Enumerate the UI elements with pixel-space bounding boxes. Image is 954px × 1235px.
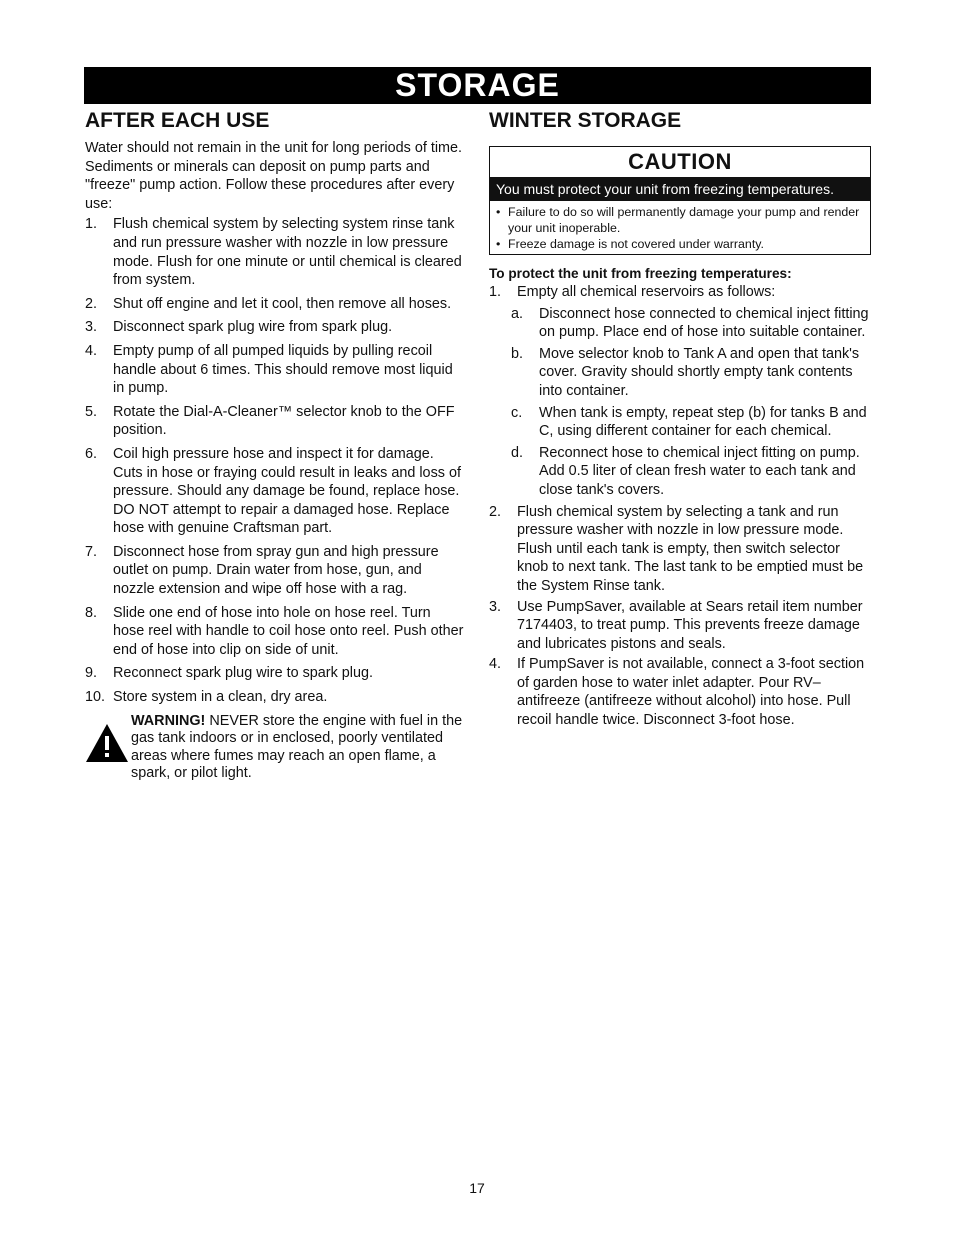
list-item: [85, 688, 465, 707]
sub-step-letter: b.: [511, 345, 524, 362]
step-number: 10.: [85, 689, 106, 706]
page-number: 17: [469, 1180, 485, 1196]
sub-step-text: Move selector knob to Tank A and open that tank's cover. Gravity should shortly empty tank contents into container.: [539, 345, 860, 399]
sub-list-item: [489, 444, 873, 500]
step-text: Reconnect spark plug wire to spark plug.: [113, 665, 373, 682]
sub-step-text: Reconnect hose to chemical inject fitting on pump. Add 0.5 liter of clean fresh water to each tank and close tank's covers.: [539, 444, 860, 498]
sub-list-item: [489, 345, 873, 401]
sub-steps: [489, 305, 873, 500]
list-item: [489, 503, 873, 596]
after-each-use-heading: AFTER EACH USE: [85, 109, 270, 132]
list-item: [85, 543, 465, 599]
step-number: 6.: [85, 445, 98, 462]
step-number: 5.: [85, 403, 98, 420]
step-number: 8.: [85, 604, 98, 621]
list-item: [489, 598, 873, 654]
list-item: [489, 283, 873, 500]
step-text: Store system in a clean, dry area.: [113, 689, 328, 706]
list-item: [85, 295, 465, 314]
protect-heading: To protect the unit from freezing temperatures:: [489, 266, 792, 281]
step-text: Disconnect spark plug wire from spark plug.: [113, 319, 393, 336]
sub-list-item: [489, 404, 873, 441]
caution-bullet-text: Failure to do so will permanently damage your pump and render your unit inoperable.: [508, 205, 860, 235]
step-number: 2.: [489, 503, 502, 520]
after-each-use-section: [85, 108, 465, 783]
fuel-warning: [85, 713, 465, 783]
caution-bullet: [496, 236, 866, 252]
list-item: [85, 664, 465, 683]
sub-list-item: [489, 305, 873, 342]
caution-message-bar: You must protect your unit from freezing temperatures.: [490, 177, 870, 201]
step-number: 3.: [489, 598, 502, 615]
after-each-use-intro: Water should not remain in the unit for long periods of time. Sediments or minerals can deposit on pump parts and "freeze" pump action. Follow these procedures after every use:: [85, 140, 463, 212]
caution-bullet-text: Freeze damage is not covered under warranty.: [508, 237, 764, 251]
step-text: Rotate the Dial-A-Cleaner™ selector knob to the OFF position.: [113, 403, 455, 439]
list-item: [85, 604, 465, 660]
step-text: Slide one end of hose into hole on hose reel. Turn hose reel with handle to coil hose onto reel. Push other end of hose into clip on side of unit.: [113, 604, 464, 658]
list-item: [85, 403, 465, 440]
step-text: Empty pump of all pumped liquids by pulling recoil handle about 6 times. This should remove most liquid in pump.: [113, 342, 453, 397]
step-number: 3.: [85, 319, 98, 336]
sub-step-letter: c.: [511, 404, 523, 421]
list-item: [85, 445, 465, 538]
caution-box: [489, 146, 871, 255]
winter-storage-section: [489, 108, 873, 732]
step-number: 7.: [85, 543, 98, 560]
step-text: Use PumpSaver, available at Sears retail item number 7174403, to treat pump. This prevents freeze damage and lubricates pistons and seals.: [517, 598, 863, 652]
storage-banner: STORAGE: [84, 67, 871, 104]
warning-label: WARNING!: [131, 712, 206, 729]
caution-bullets: [490, 201, 870, 254]
step-text: Disconnect hose from spray gun and high pressure outlet on pump. Drain water from hose, gun, and nozzle extension and wipe off hose with a rag.: [113, 543, 439, 598]
after-each-use-steps: [85, 215, 465, 706]
step-number: 9.: [85, 665, 98, 682]
list-item: [85, 342, 465, 398]
sub-step-letter: d.: [511, 444, 524, 461]
warning-triangle-icon: [85, 723, 129, 763]
list-item: [85, 215, 465, 289]
sub-step-text: Disconnect hose connected to chemical inject fitting on pump. Place end of hose into suitable container.: [539, 305, 869, 341]
step-number: 4.: [489, 656, 502, 673]
step-number: 4.: [85, 342, 98, 359]
winter-storage-heading: WINTER STORAGE: [489, 109, 682, 132]
step-text: Shut off engine and let it cool, then remove all hoses.: [113, 295, 452, 312]
step-text: Empty all chemical reservoirs as follows:: [517, 284, 776, 300]
warning-text: NEVER store the engine with fuel in the gas tank indoors or in enclosed, poorly ventilated areas where fumes may reach an open flame, a spark, or pilot light.: [131, 712, 463, 782]
winter-storage-steps: [489, 283, 873, 730]
caution-title: CAUTION: [628, 149, 732, 174]
sub-step-letter: a.: [511, 305, 524, 322]
caution-bullet: [496, 204, 866, 236]
step-number: 2.: [85, 295, 98, 312]
list-item: [489, 655, 873, 729]
step-text: If PumpSaver is not available, connect a 3-foot section of garden hose to water inlet adapter. Pour RV–antifreeze (antifreeze without alcohol) into hose. Pull recoil handle twice. Disconnect 3-foot hose.: [517, 656, 865, 729]
bullet-icon: •: [496, 237, 501, 251]
step-text: Flush chemical system by selecting system rinse tank and run pressure washer with nozzle in low pressure mode. Flush for one minute or until chemical is cleared from system.: [113, 216, 462, 289]
sub-step-text: When tank is empty, repeat step (b) for tanks B and C, using different container for each chemical.: [539, 404, 867, 440]
step-text: Coil high pressure hose and inspect it for damage. Cuts in hose or fraying could result in leaks and loss of pressure. Should any damage be found, replace hose. DO NOT attempt to repair a damaged hose. Replace hose with genuine Craftsman part.: [113, 445, 461, 537]
step-number: 1.: [85, 216, 98, 233]
bullet-icon: •: [496, 205, 501, 219]
list-item: [85, 318, 465, 337]
step-number: 1.: [489, 284, 502, 300]
step-text: Flush chemical system by selecting a tank and run pressure washer with nozzle in low pressure mode. Flush until each tank is empty, then switch selector knob to next tank. The last tank to be emptied must be the System Rinse tank.: [517, 503, 864, 594]
